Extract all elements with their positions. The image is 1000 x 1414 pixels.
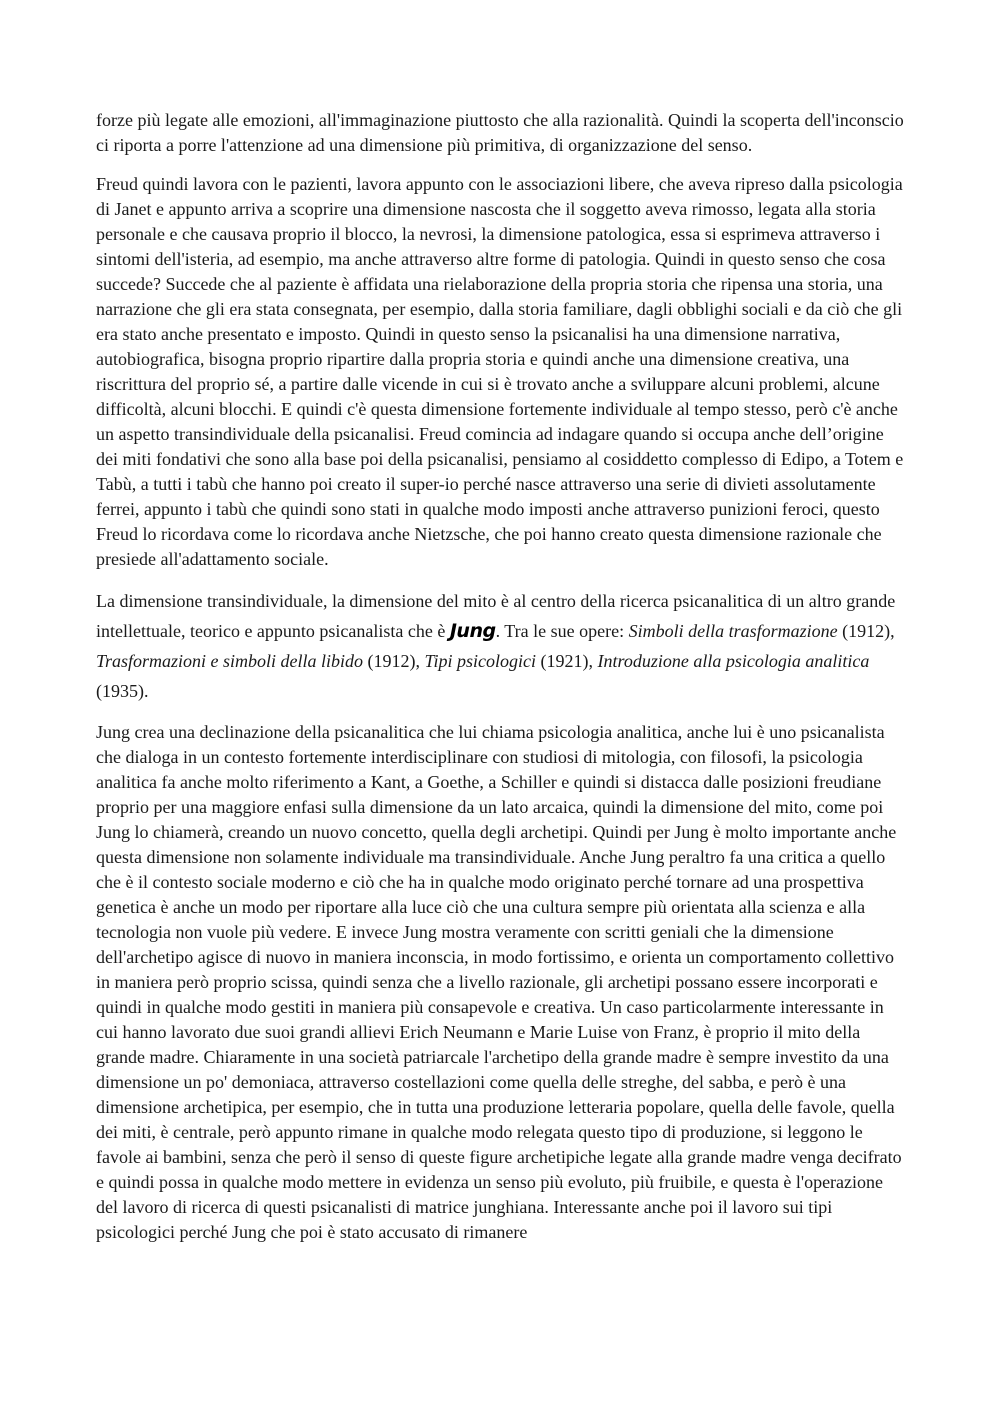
paragraph-1: forze più legate alle emozioni, all'immaginazione piuttosto che alla razionalità. Quindi la scoperta dell'inconscio ci riporta a porre l'attenzione ad una dimensione più primitiva, di organizzazione del senso.	[96, 110, 904, 155]
work-title: Introduzione alla psicologia analitica	[597, 651, 870, 671]
work-year: (1935).	[96, 681, 149, 701]
document-page	[96, 108, 908, 1259]
work-year: (1912),	[363, 651, 425, 671]
work-year: (1912),	[837, 621, 895, 641]
paragraph-3-text-2: . Tra le sue opere:	[495, 621, 629, 641]
paragraph-4: Jung crea una declinazione della psicanalitica che lui chiama psicologia analitica, anche lui è uno psicanalista che dialoga in un contesto fortemente interdisciplinare con studiosi di mitologia, con filosofi, la psicologia analitica fa anche molto riferimento a Kant, a Goethe, a Schiller e quindi si distacca dalle posizioni freudiane proprio per una maggiore enfasi sulla dimensione da un lato arcaica, quindi la dimensione del mito, come poi Jung lo chiamerà, creando un nuovo concetto, quella degli archetipi. Quindi per Jung è molto importante anche questa dimensione non solamente individuale ma transindividuale. Anche Jung peraltro fa una critica a quello che è il contesto sociale moderno e ciò che ha in qualche modo originato perché tornare ad una prospettiva genetica è anche un modo per riportare alla luce ciò che una cultura sempre più orientata alla scienza e alla tecnologia non vuole più vedere. E invece Jung mostra veramente con scritti geniali che la dimensione dell'archetipo agisce di nuovo in maniera inconscia, in modo fortissimo, e orienta un comportamento collettivo in maniera però proprio scissa, quindi senza che a livello razionale, gli archetipi possano essere incorporati e quindi in qualche modo gestiti in maniera più consapevole e creativa. Un caso particolarmente interessante in cui hanno lavorato due suoi grandi allievi Erich Neumann e Marie Luise von Franz, è proprio il mito della grande madre. Chiaramente in una società patriarcale l'archetipo della grande madre è sempre investito da una dimensione un po' demoniaca, attraverso costellazioni come quella delle streghe, del sabba, e però è una dimensione archetipica, per esempio, che in tutta una produzione letteraria popolare, quella delle favole, quella dei miti, è centrale, però appunto rimane in qualche modo relegata questo tipo di produzione, si leggono le favole ai bambini, senza che però il senso di queste figure archetipiche legate alla grande madre venga decifrato e quindi possa in qualche modo mettere in evidenza un senso più evoluto, più fruibile, e questa è l'operazione del lavoro di ricerca di questi psicanalisti di matrice junghiana. Interessante anche poi il lavoro sui tipi psicologici perché Jung che poi è stato accusato di rimanere	[96, 722, 902, 1242]
work-title: Tipi psicologici	[424, 651, 537, 671]
work-year: (1921),	[536, 651, 598, 671]
jung-highlight: Jung	[449, 620, 496, 642]
paragraph-3	[96, 586, 908, 706]
work-title: Trasformazioni e simboli della libido	[96, 651, 364, 671]
work-title: Simboli della trasformazione	[628, 621, 838, 641]
paragraph-3-text: La dimensione transindividuale, la dimensione del mito è al centro della ricerca psicanalitica di un altro grande intellettuale, teorico e appunto psicanalista che è	[96, 591, 896, 641]
paragraph-2: Freud quindi lavora con le pazienti, lavora appunto con le associazioni libere, che aveva ripreso dalla psicologia di Janet e appunto arriva a scoprire una dimensione nascosta che il soggetto aveva rimosso, legata alla storia personale e che causava proprio il blocco, la nevrosi, la dimensione patologica, essa si esprimeva attraverso i sintomi dell'isteria, ad esempio, ma anche attraverso altre forme di patologia. Quindi in questo senso che cosa succede? Succede che al paziente è affidata una rielaborazione della propria storia che ripensa una storia, una narrazione che gli era stata consegnata, per esempio, dalla storia familiare, dagli obblighi sociali e da ciò che gli era stato anche presentato e imposto. Quindi in questo senso la psicanalisi ha una dimensione narrativa, autobiografica, bisogna proprio ripartire dalla propria storia e quindi anche una dimensione creativa, una riscrittura del proprio sé, a partire dalle vicende in cui si è trovato anche a sviluppare alcuni problemi, alcune difficoltà, alcuni blocchi. E quindi c'è questa dimensione fortemente individuale al tempo stesso, però c'è anche un aspetto transindividuale della psicanalisi. Freud comincia ad indagare quando si occupa anche dell’origine dei miti fondativi che sono alla base poi della psicanalisi, pensiamo al cosiddetto complesso di Edipo, a Totem e Tabù, a tutti i tabù che hanno poi creato il super-io perché nasce attraverso una serie di divieti assolutamente ferrei, appunto i tabù che quindi sono stati in qualche modo imposti anche attraverso punizioni feroci, questo Freud lo ricordava come lo ricordava anche Nietzsche, che poi hanno creato questa dimensione razionale che presiede all'adattamento sociale.	[96, 174, 904, 569]
